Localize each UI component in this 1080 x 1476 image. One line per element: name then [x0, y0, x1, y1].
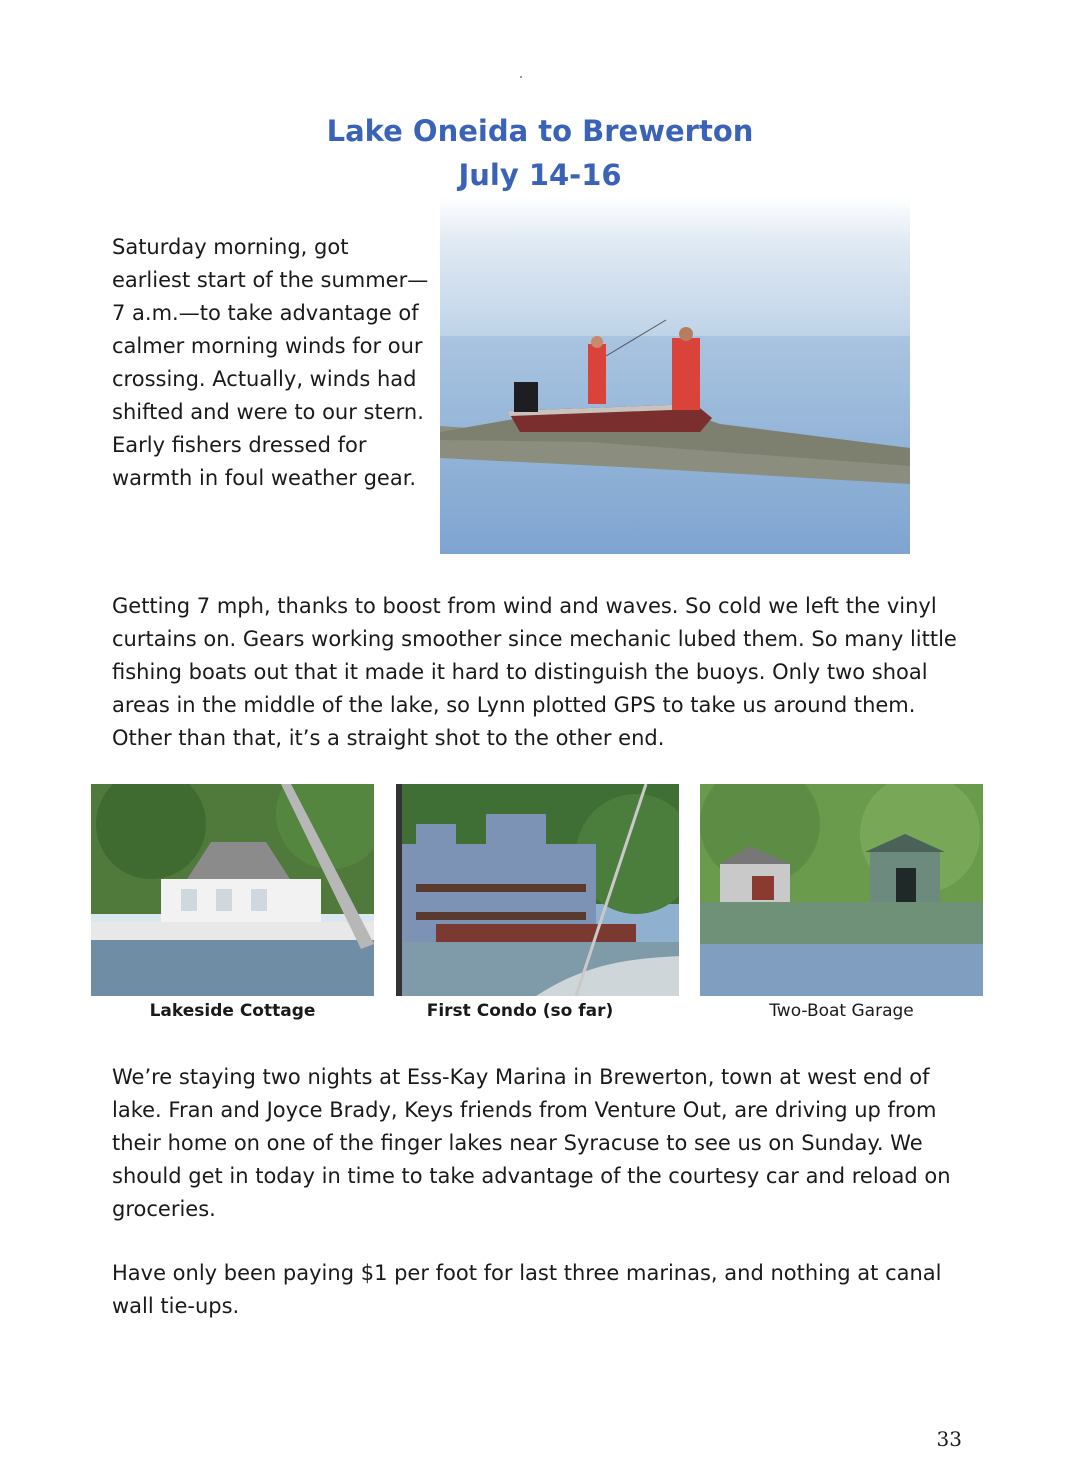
intro-text: Saturday morning, got earliest start of the summer—7 a.m.—to take advantage of calmer morning winds for our crossing. Actually, winds had shifted and were to our stern. Early fishers dressed for warmth in foul weather gear. — [112, 235, 429, 490]
paragraph-fees: Have only been paying $1 per foot for last three marinas, and nothing at canal wall tie-ups. — [112, 1261, 942, 1318]
fishing-boat-photo — [440, 196, 910, 554]
paragraph-crossing: Getting 7 mph, thanks to boost from wind and waves. So cold we left the vinyl curtains on. Gears working smoother since mechanic lubed them. So many little fishing boats out that it made it hard to distinguish the buoys. Only two shoal areas in the middle of the lake, so Lynn plotted GPS to take us around them. Other than that, it’s a straight shot to the other end. — [112, 594, 957, 750]
lakeside-cottage-photo — [91, 784, 374, 996]
page-title: Lake Oneida to Brewerton — [326, 114, 754, 148]
page-subtitle-date: July 14-16 — [458, 158, 622, 192]
caption-lakeside-cottage: Lakeside Cottage — [149, 1001, 316, 1021]
first-condo-photo — [396, 784, 679, 996]
caption-first-condo: First Condo (so far) — [426, 1001, 614, 1021]
speck — [520, 76, 522, 78]
caption-two-boat-garage: Two-Boat Garage — [769, 1001, 914, 1021]
two-boat-garage-photo — [700, 784, 983, 996]
paragraph-marina: We’re staying two nights at Ess-Kay Marina in Brewerton, town at west end of lake. Fran and Joyce Brady, Keys friends from Venture Out, are driving up from their home on one of the finger lakes near Syracuse to see us on Sunday. We should get in today in time to take advantage of the courtesy car and reload on groceries. — [112, 1065, 951, 1221]
page-number: 33 — [936, 1427, 962, 1451]
